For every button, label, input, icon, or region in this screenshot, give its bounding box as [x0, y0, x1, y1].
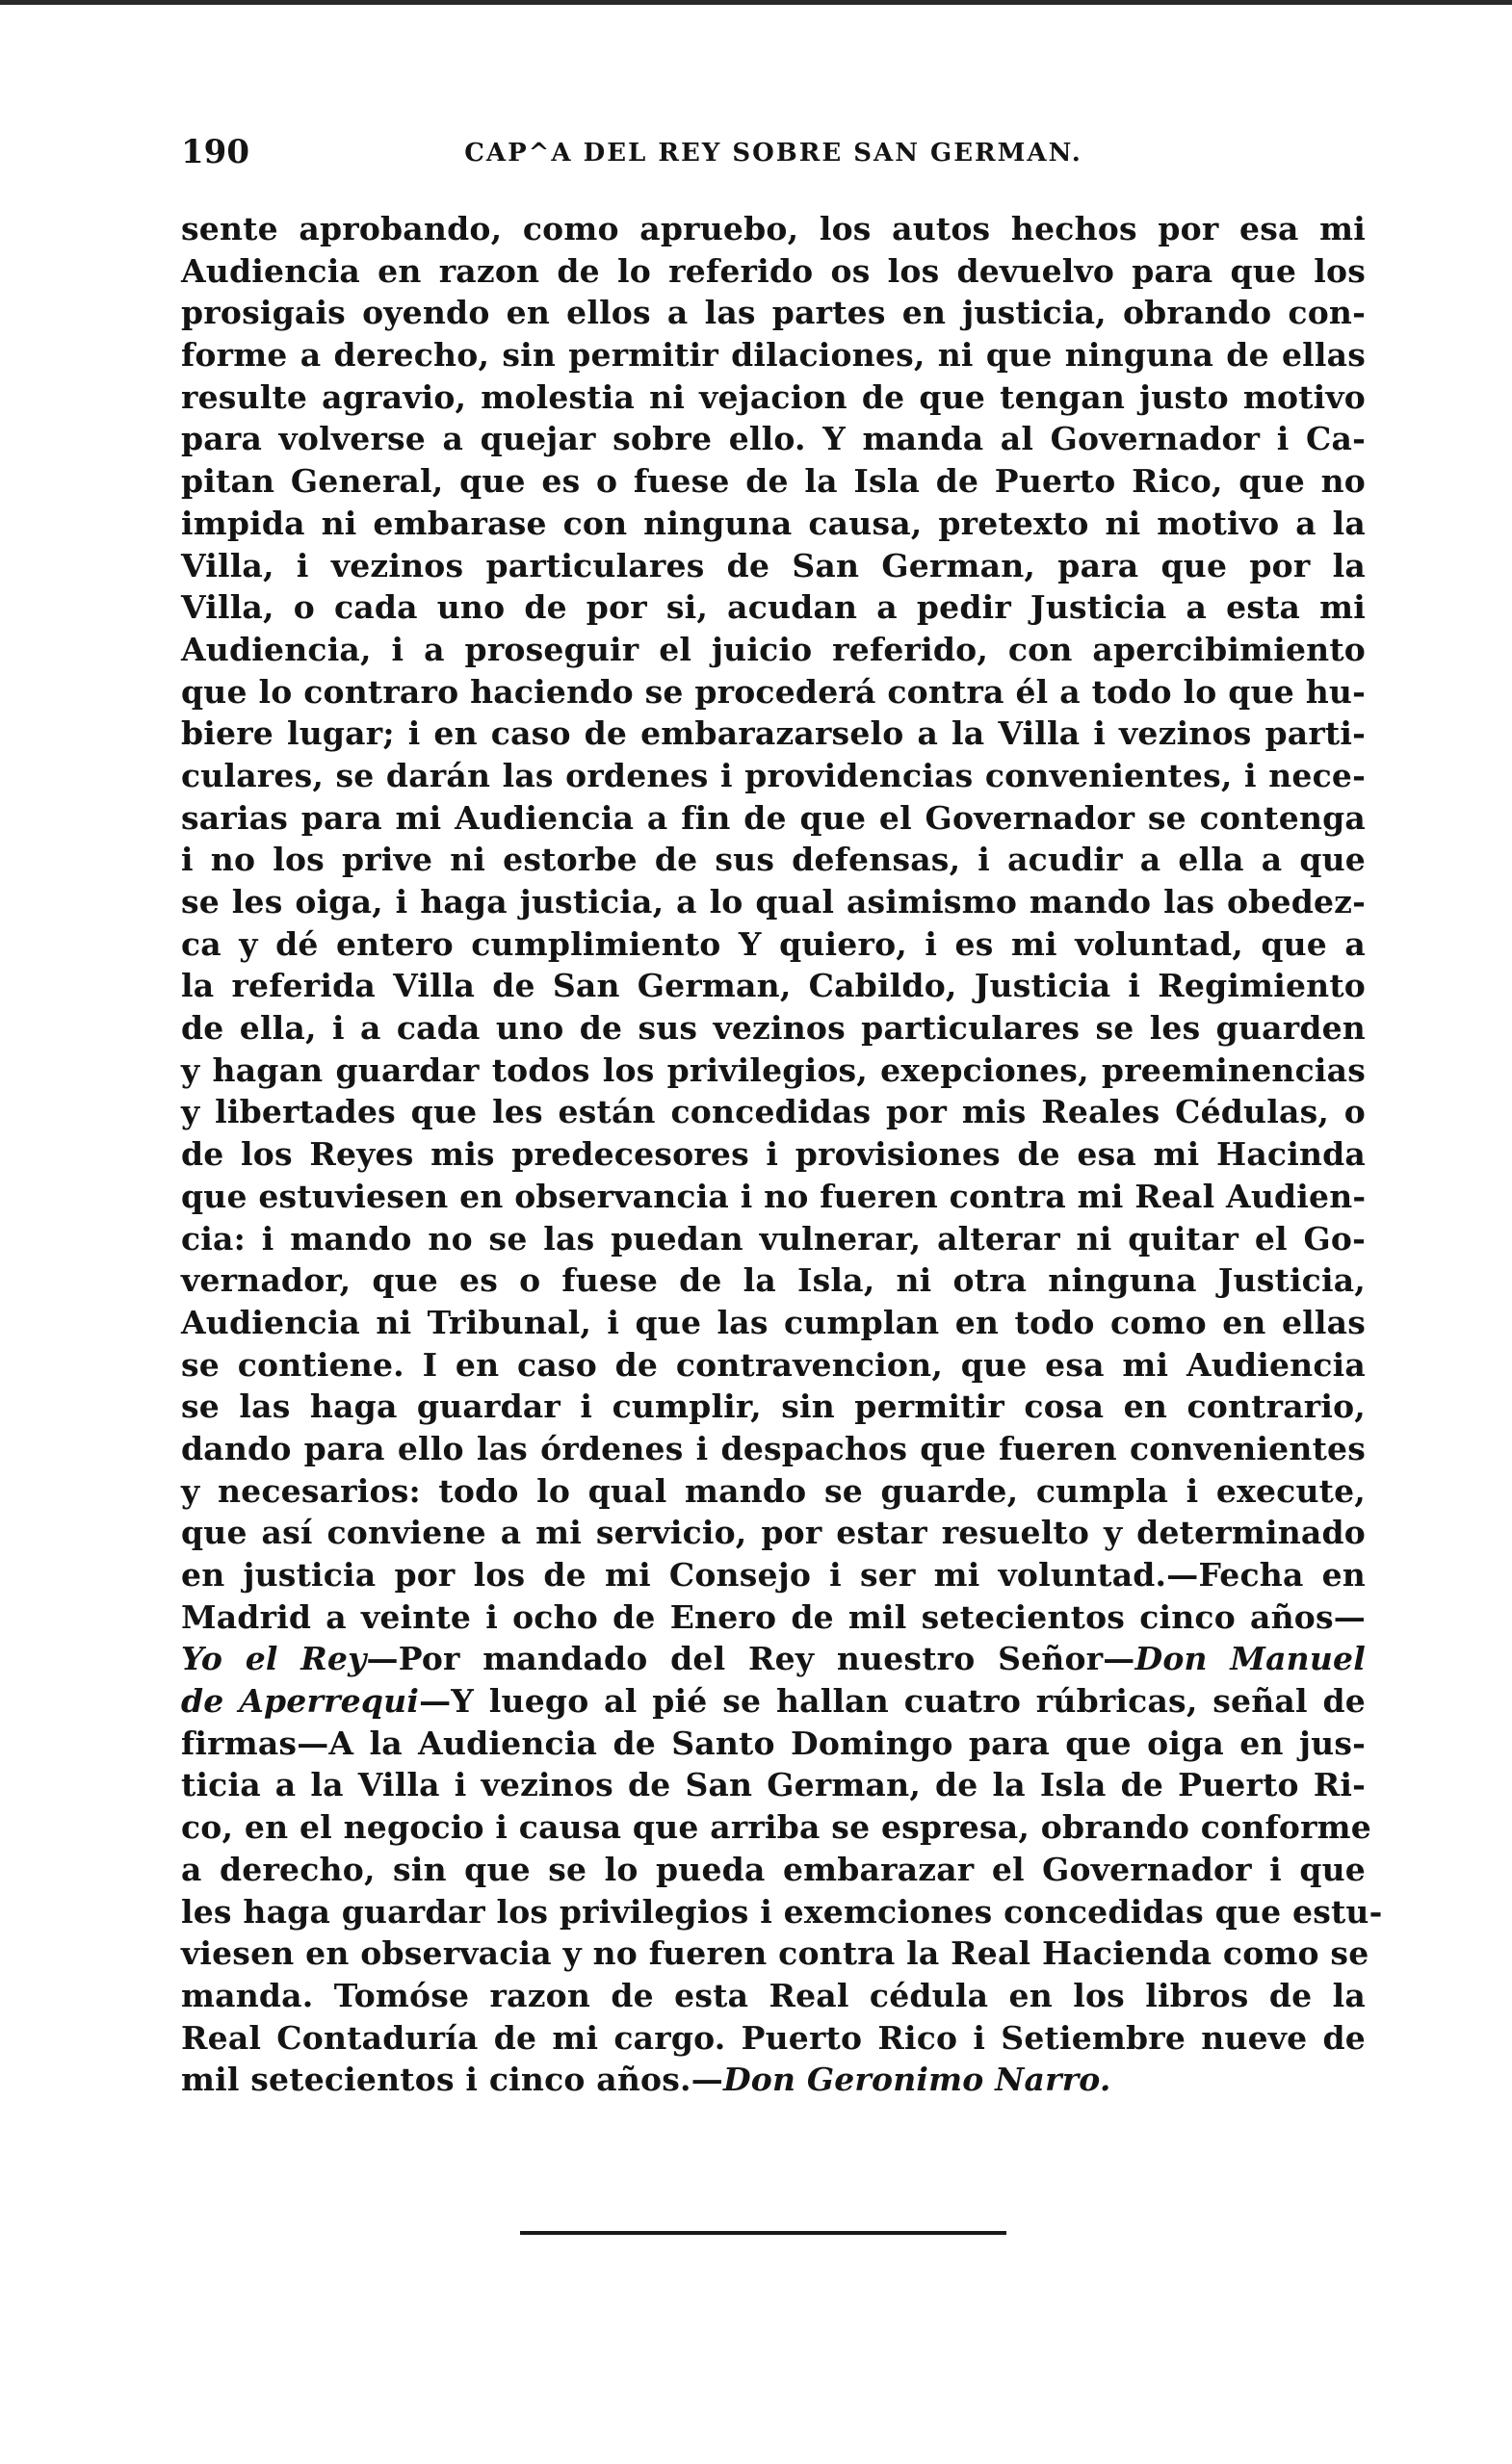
- text-line: [181, 1302, 1366, 1344]
- text-line: [181, 839, 1366, 881]
- text-line: [181, 1176, 1366, 1218]
- text-line: [181, 1638, 1366, 1680]
- text-segment: Villa, i vezinos particulares de San German, para que por la: [181, 546, 1366, 584]
- text-line: [181, 1806, 1371, 1849]
- text-line: [181, 671, 1366, 713]
- text-segment: resulte agravio, molestia ni vejacion de que tengan justo motivo: [181, 377, 1366, 416]
- text-line: [181, 1849, 1366, 1891]
- text-segment: se las haga guardar i cumplir, sin permitir cosa en contrario,: [181, 1388, 1366, 1426]
- text-segment: cia: i mando no se las puedan vulnerar, alterar ni quitar el Go-: [181, 1219, 1366, 1258]
- text-segment: firmas—A la Audiencia de Santo Domingo para que oiga en jus-: [181, 1724, 1366, 1762]
- text-line: [181, 1932, 1369, 1975]
- text-line: [181, 1975, 1366, 2017]
- text-segment: pitan General, que es o fuese de la Isla de Puerto Rico, que no: [181, 462, 1366, 501]
- text-segment: i no los prive ni estorbe de sus defensas, i acudir a ella a que: [181, 841, 1366, 879]
- italic-segment: Don Manuel: [1134, 1640, 1366, 1678]
- text-segment: y necesarios: todo lo qual mando se guarde, cumpla i execute,: [181, 1471, 1366, 1510]
- text-line: [181, 418, 1366, 460]
- text-line: [181, 1680, 1366, 1723]
- text-line: [181, 1050, 1366, 1092]
- text-line: [181, 713, 1366, 755]
- text-segment: prosigais oyendo en ellos a las partes en justicia, obrando con-: [181, 294, 1366, 332]
- text-segment: vernador, que es o fuese de la Isla, ni otra ninguna Justicia,: [181, 1261, 1366, 1300]
- text-line: [181, 1428, 1366, 1470]
- text-line: [181, 1386, 1366, 1428]
- text-line: [181, 1218, 1366, 1260]
- text-segment: que estuviesen en observancia i no fueren contra mi Real Audien-: [181, 1177, 1367, 1215]
- italic-segment: Yo el Rey: [181, 1640, 367, 1678]
- text-line: [181, 460, 1366, 503]
- text-line: [181, 2059, 1366, 2101]
- text-segment: en justicia por los de mi Consejo i ser mi voluntad.—Fecha en: [181, 1556, 1366, 1594]
- text-segment: impida ni embarase con ninguna causa, pretexto ni motivo a la: [181, 504, 1366, 542]
- end-rule: [520, 2231, 1006, 2235]
- text-line: [181, 1891, 1383, 1933]
- text-segment: les haga guardar los privilegios i exemciones concedidas que estu-: [181, 1892, 1383, 1931]
- text-line: [181, 1007, 1366, 1050]
- text-segment: Audiencia, i a proseguir el juicio referido, con apercibimiento: [181, 630, 1366, 668]
- text-line: [181, 1512, 1366, 1554]
- text-line: [181, 629, 1366, 671]
- text-segment: viesen en observacia y no fueren contra la Real Hacienda como se: [181, 1934, 1369, 1973]
- text-segment: culares, se darán las ordenes i providencias convenientes, i nece-: [181, 756, 1366, 794]
- text-segment: que lo contraro haciendo se procederá contra él a todo lo que hu-: [181, 672, 1366, 711]
- text-segment: y libertades que les están concedidas por mis Reales Cédulas, o: [181, 1093, 1366, 1131]
- text-segment: dando para ello las órdenes i despachos que fueren convenientes: [181, 1429, 1366, 1467]
- text-line: [181, 1344, 1366, 1387]
- text-segment: de ella, i a cada uno de sus vezinos particulares se les guarden: [181, 1009, 1366, 1048]
- text-line: [181, 1723, 1366, 1765]
- text-segment: se contiene. I en caso de contravencion, que esa mi Audiencia: [181, 1345, 1366, 1384]
- text-segment: de los Reyes mis predecesores i provisiones de esa mi Hacinda: [181, 1135, 1366, 1174]
- text-segment: sarias para mi Audiencia a fin de que el Governador se contenga: [181, 798, 1366, 837]
- text-segment: ticia a la Villa i vezinos de San German, de la Isla de Puerto Ri-: [181, 1766, 1366, 1804]
- page-number: 190: [181, 133, 249, 171]
- body-text: [181, 208, 1383, 2101]
- text-segment: Audiencia ni Tribunal, i que las cumplan en todo como en ellas: [181, 1303, 1366, 1341]
- text-segment: manda. Tomóse razon de esta Real cédula en los libros de la: [181, 1976, 1366, 2014]
- text-line: [181, 1554, 1366, 1596]
- text-line: [181, 1259, 1366, 1302]
- text-segment: ca y dé entero cumplimiento Y quiero, i es mi voluntad, que a: [181, 924, 1366, 963]
- text-line: [181, 923, 1366, 966]
- text-line: [181, 965, 1366, 1007]
- text-line: [181, 1470, 1366, 1513]
- italic-segment: de Aperrequi: [181, 1682, 420, 1721]
- text-segment: la referida Villa de San German, Cabildo, Justicia i Regimiento: [181, 967, 1366, 1005]
- text-segment: a derecho, sin que se lo pueda embarazar el Governador i que: [181, 1850, 1366, 1888]
- text-segment: y hagan guardar todos los privilegios, exepciones, preeminencias: [181, 1050, 1366, 1089]
- text-line: [181, 376, 1366, 419]
- text-line: [181, 797, 1366, 840]
- text-segment: biere lugar; i en caso de embarazarselo a la Villa i vezinos parti-: [181, 714, 1366, 753]
- text-line: [181, 2017, 1366, 2060]
- text-segment: se les oiga, i haga justicia, a lo qual asimismo mando las obedez-: [181, 883, 1366, 921]
- text-segment: Villa, o cada uno de por si, acudan a pedir Justicia a esta mi: [181, 588, 1366, 627]
- text-line: [181, 292, 1366, 334]
- text-segment: —Por mandado del Rey nuestro Señor—: [366, 1640, 1135, 1678]
- page-header: [181, 133, 1366, 191]
- top-edge-rule: [0, 0, 1512, 5]
- text-line: [181, 755, 1366, 797]
- running-head: CAP^A DEL REY SOBRE SAN GERMAN.: [464, 139, 1082, 168]
- text-segment: Real Contaduría de mi cargo. Puerto Rico i Setiembre nueve de: [181, 2018, 1366, 2057]
- text-line: [181, 1764, 1366, 1806]
- text-line: [181, 586, 1366, 629]
- text-segment: —Y luego al pié se hallan cuatro rúbricas, señal de: [419, 1682, 1366, 1721]
- text-line: [181, 250, 1366, 293]
- text-line: [181, 545, 1366, 587]
- text-segment: forme a derecho, sin permitir dilaciones, ni que ninguna de ellas: [181, 336, 1366, 375]
- text-segment: Madrid a veinte i ocho de Enero de mil setecientos cinco años—: [181, 1597, 1366, 1636]
- text-segment: para volverse a quejar sobre ello. Y manda al Governador i Ca-: [181, 420, 1366, 458]
- text-segment: que así conviene a mi servicio, por estar resuelto y determinado: [181, 1514, 1366, 1552]
- text-line: [181, 1133, 1366, 1176]
- text-segment: Audiencia en razon de lo referido os los devuelvo para que los: [181, 251, 1366, 290]
- text-line: [181, 1596, 1366, 1639]
- italic-segment: Don Geronimo Narro.: [722, 2061, 1111, 2099]
- text-line: [181, 881, 1366, 923]
- text-line: [181, 1091, 1366, 1133]
- text-line: [181, 208, 1366, 250]
- text-line: [181, 503, 1366, 545]
- text-line: [181, 334, 1366, 376]
- text-segment: mil setecientos i cinco años.—: [181, 2061, 723, 2099]
- text-segment: sente aprobando, como apruebo, los autos hechos por esa mi: [181, 210, 1366, 247]
- text-segment: co, en el negocio i causa que arriba se espresa, obrando conforme: [181, 1808, 1371, 1847]
